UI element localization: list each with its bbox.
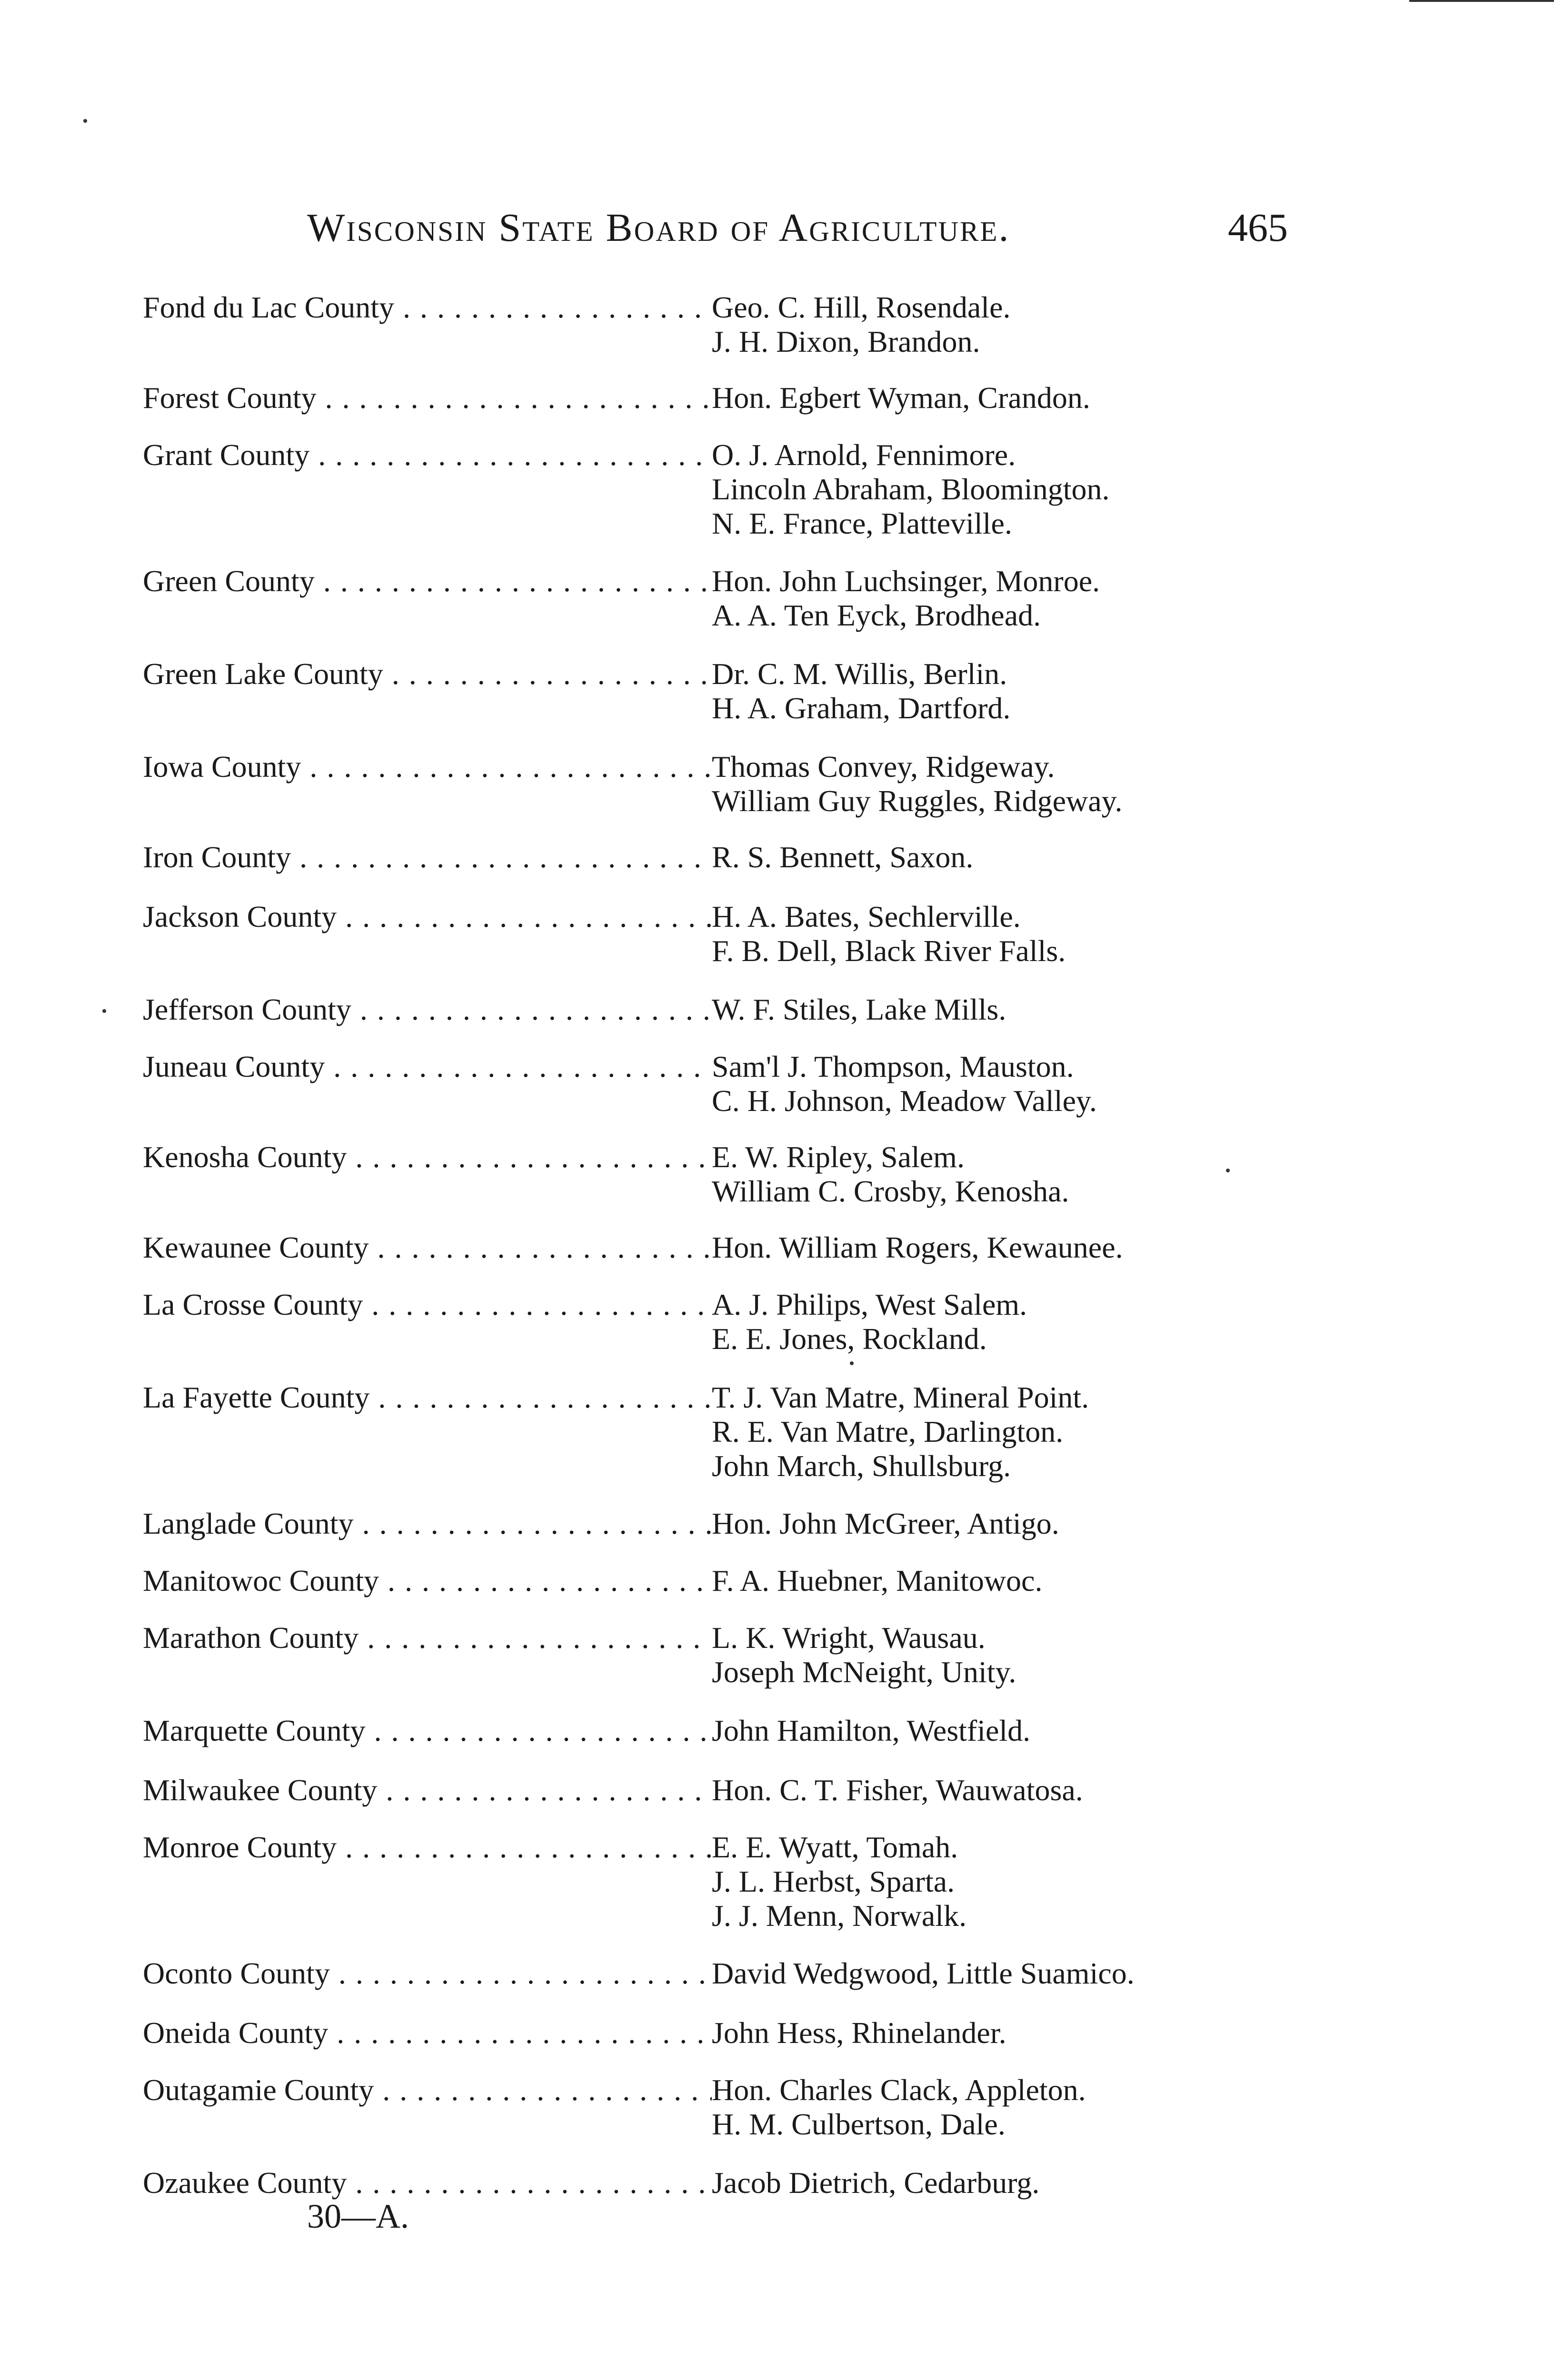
member-name: William C. Crosby, Kenosha. [712,1174,1069,1208]
county-name: Kenosha County . . . [143,1140,712,1174]
county-name: Forest County . . . [143,381,712,415]
member-name: J. H. Dixon, Brandon. [712,325,980,358]
member-names [712,1956,1331,1991]
member-name: Hon. C. T. Fisher, Wauwatosa. [712,1773,1083,1807]
member-name: A. J. Philips, West Salem. [712,1288,1027,1321]
county-name: La Fayette County . . . [143,1380,712,1415]
member-names [712,1050,1331,1118]
member-names [712,2073,1331,2142]
member-name: John Hamilton, Westfield. [712,1714,1031,1747]
member-name: Hon. John McGreer, Antigo. [712,1507,1059,1540]
member-name: Hon. Charles Clack, Appleton. [712,2073,1086,2107]
member-name: W. F. Stiles, Lake Mills. [712,992,1006,1026]
member-names [712,992,1331,1027]
member-name: Hon. John Luchsinger, Monroe. [712,564,1100,598]
county-name: Marquette County . . . [143,1714,712,1748]
member-names [712,564,1331,633]
member-names [712,290,1331,359]
county-name: Jefferson County . . . [143,992,712,1027]
member-names [712,1140,1331,1209]
member-name: H. M. Culbertson, Dale. [712,2107,1006,2141]
member-name: F. A. Huebner, Manitowoc. [712,1564,1043,1597]
signature-mark: 30—A. [307,2197,409,2235]
county-name: Oneida County . . . [143,2016,712,2050]
member-names [712,1830,1331,1933]
member-names [712,750,1331,818]
county-name: Juneau County . . . [143,1050,712,1084]
member-name: A. A. Ten Eyck, Brodhead. [712,598,1041,632]
member-name: E. E. Jones, Rockland. [712,1322,987,1356]
member-name: F. B. Dell, Black River Falls. [712,934,1066,968]
county-name: La Crosse County . . . [143,1288,712,1322]
member-name: C. H. Johnson, Meadow Valley. [712,1084,1097,1118]
county-name: Oconto County . . . [143,1956,712,1991]
member-name: Joseph McNeight, Unity. [712,1655,1016,1689]
member-name: R. E. Van Matre, Darlington. [712,1415,1064,1448]
member-names [712,2166,1331,2200]
member-names [712,1288,1331,1356]
member-name: Hon. Egbert Wyman, Crandon. [712,381,1090,415]
county-name: Marathon County . . . [143,1621,712,1655]
county-name: Iowa County . . . [143,750,712,784]
member-names [712,381,1331,415]
member-name: Jacob Dietrich, Cedarburg. [712,2166,1040,2200]
member-name: O. J. Arnold, Fennimore. [712,438,1016,472]
member-name: E. W. Ripley, Salem. [712,1140,965,1174]
scan-edge-line [1409,0,1554,2]
member-name: Hon. William Rogers, Kewaunee. [712,1230,1123,1264]
member-names [712,1621,1331,1689]
member-name: H. A. Bates, Sechlerville. [712,900,1021,933]
member-name: Dr. C. M. Willis, Berlin. [712,657,1007,691]
page-header [307,205,1288,257]
member-names [712,438,1331,541]
county-name: Kewaunee County . . . [143,1230,712,1265]
county-name: Milwaukee County . . . [143,1773,712,1807]
scan-speck [83,119,87,123]
member-names [712,657,1331,725]
county-name: Green Lake County . . . [143,657,712,691]
county-name: Langlade County . . . [143,1507,712,1541]
scan-speck [850,1361,854,1365]
county-name: Ozaukee County . . . [143,2166,712,2200]
member-name: N. E. France, Platteville. [712,506,1012,540]
member-names [712,1230,1331,1265]
scan-speck [1226,1169,1230,1172]
member-names [712,1507,1331,1541]
member-name: John Hess, Rhinelander. [712,2016,1006,2050]
member-names [712,1380,1331,1483]
member-names [712,1773,1331,1807]
member-names [712,1714,1331,1748]
member-names [712,1564,1331,1598]
county-name: Outagamie County . . . [143,2073,712,2107]
member-name: Lincoln Abraham, Bloomington. [712,472,1110,506]
member-name: T. J. Van Matre, Mineral Point. [712,1380,1089,1414]
county-name: Grant County . . . [143,438,712,472]
member-name: H. A. Graham, Dartford. [712,691,1011,725]
county-name: Green County . . . [143,564,712,598]
member-name: J. L. Herbst, Sparta. [712,1864,955,1898]
member-names [712,2016,1331,2050]
county-name: Monroe County . . . [143,1830,712,1864]
member-name: Sam'l J. Thompson, Mauston. [712,1050,1074,1083]
member-name: R. S. Bennett, Saxon. [712,840,974,874]
page-number: 465 [1228,206,1288,250]
county-name: Manitowoc County . . . [143,1564,712,1598]
member-name: E. E. Wyatt, Tomah. [712,1830,958,1864]
running-title: Wisconsin State Board of Agriculture. [307,206,1010,250]
county-name: Iron County . . . [143,840,712,874]
member-names [712,900,1331,968]
member-name: L. K. Wright, Wausau. [712,1621,986,1655]
member-name: John March, Shullsburg. [712,1449,1011,1483]
member-name: J. J. Menn, Norwalk. [712,1899,967,1933]
member-name: David Wedgwood, Little Suamico. [712,1956,1135,1990]
county-name: Fond du Lac County . . . [143,290,712,325]
member-names [712,840,1331,874]
county-name: Jackson County . . . [143,900,712,934]
scan-speck [102,1009,106,1013]
member-name: Thomas Convey, Ridgeway. [712,750,1055,783]
member-name: William Guy Ruggles, Ridgeway. [712,784,1123,818]
member-name: Geo. C. Hill, Rosendale. [712,290,1011,324]
